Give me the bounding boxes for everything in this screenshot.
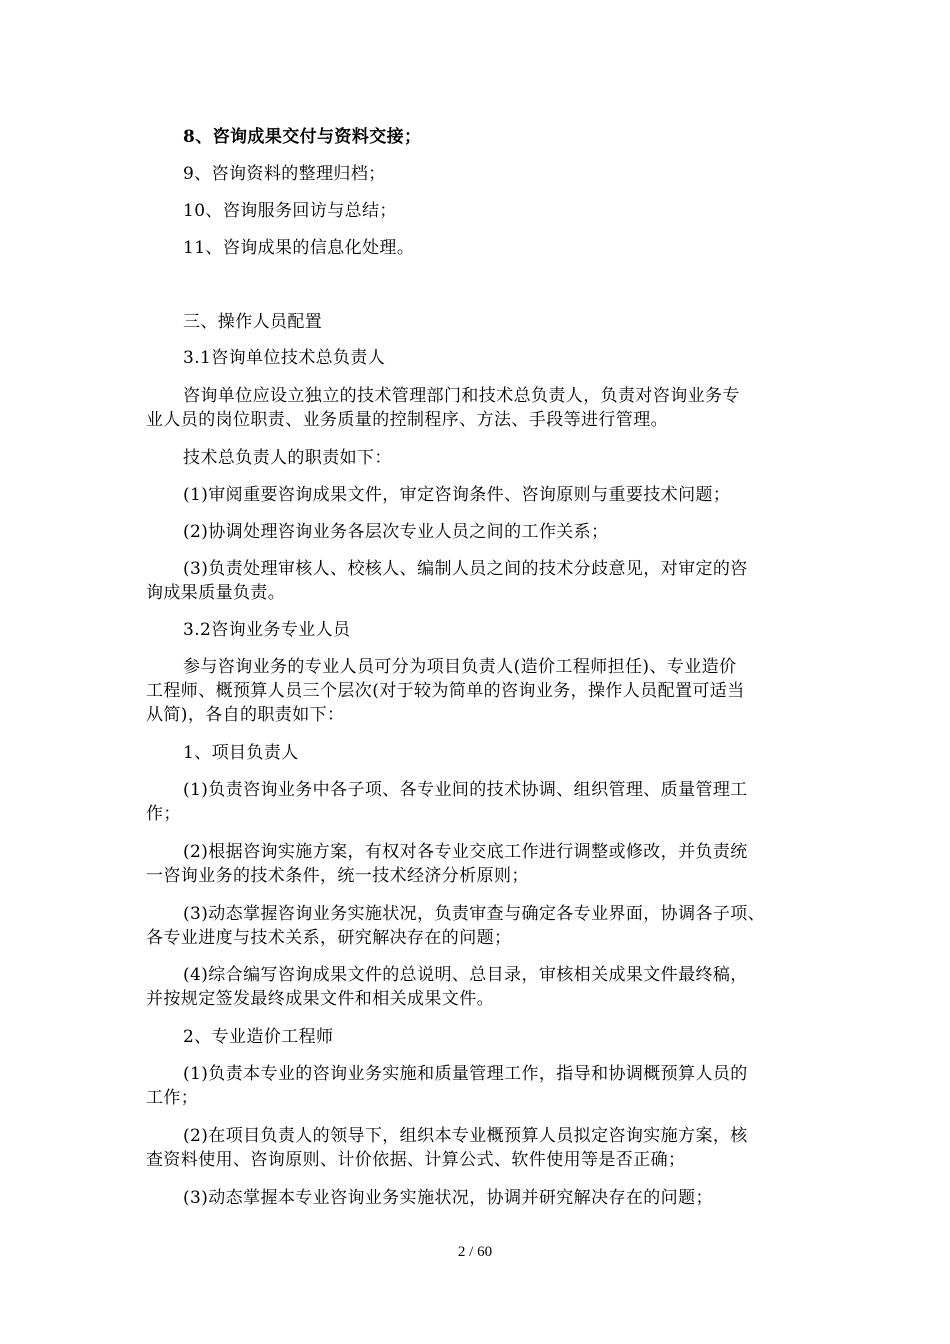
list-item-8: 8、咨询成果交付与资料交接； <box>183 127 422 147</box>
paragraph-line: 业人员的岗位职责、业务质量的控制程序、方法、手段等进行管理。 <box>146 410 668 430</box>
list-heading: 1、项目负责人 <box>183 743 299 763</box>
list-item: (3)动态掌握本专业咨询业务实施状况，协调并研究解决存在的问题； <box>183 1188 713 1208</box>
list-item-continuation: 并按规定签发最终成果文件和相关成果文件。 <box>146 989 494 1009</box>
list-item-continuation: 作； <box>146 804 181 824</box>
list-item-continuation: 查资料使用、咨询原则、计价依据、计算公式、软件使用等是否正确； <box>146 1150 686 1170</box>
list-heading: 2、专业造价工程师 <box>183 1027 334 1047</box>
list-item: (2)根据咨询实施方案，有权对各专业交底工作进行调整或修改，并负责统 <box>183 842 748 862</box>
list-item-10: 10、咨询服务回访与总结； <box>183 201 397 221</box>
list-item: (1)审阅重要咨询成果文件，审定咨询条件、咨询原则与重要技术问题； <box>183 485 731 505</box>
list-item: (2)在项目负责人的领导下，组织本专业概预算人员拟定咨询实施方案，核 <box>183 1126 748 1146</box>
list-item: (1)负责咨询业务中各子项、各专业间的技术协调、组织管理、质量管理工 <box>183 780 748 800</box>
paragraph-line: 咨询单位应设立独立的技术管理部门和技术总负责人，负责对咨询业务专 <box>183 386 740 406</box>
paragraph-line: 从简)，各自的职责如下： <box>146 705 345 725</box>
paragraph-line: 参与咨询业务的专业人员可分为项目负责人(造价工程师担任)、专业造价 <box>183 657 737 677</box>
list-item-continuation: 各专业进度与技术关系，研究解决存在的问题； <box>146 928 512 948</box>
list-item-continuation: 询成果质量负责。 <box>146 583 286 603</box>
list-item-11: 11、咨询成果的信息化处理。 <box>183 238 415 258</box>
list-item: (4)综合编写咨询成果文件的总说明、总目录，审核相关成果文件最终稿， <box>183 965 748 985</box>
subsection-heading: 3.1咨询单位技术总负责人 <box>183 348 386 368</box>
list-item: (3)动态掌握咨询业务实施状况，负责审查与确定各专业界面，协调各子项、 <box>183 904 766 924</box>
list-item: (1)负责本专业的咨询业务实施和质量管理工作，指导和协调概预算人员的 <box>183 1064 748 1084</box>
list-item-9: 9、咨询资料的整理归档； <box>183 164 386 184</box>
list-item-continuation: 工作； <box>146 1088 199 1108</box>
page-number: 2 / 60 <box>457 1244 493 1260</box>
paragraph-line: 工程师、概预算人员三个层次(对于较为简单的咨询业务，操作人员配置可适当 <box>146 681 745 701</box>
list-item: (3)负责处理审核人、校核人、编制人员之间的技术分歧意见，对审定的咨 <box>183 559 748 579</box>
paragraph-line: 技术总负责人的职责如下： <box>183 448 392 468</box>
section-heading: 三、操作人员配置 <box>183 312 323 332</box>
list-item: (2)协调处理咨询业务各层次专业人员之间的工作关系； <box>183 522 609 542</box>
subsection-heading: 3.2咨询业务专业人员 <box>183 620 351 640</box>
list-item-continuation: 一咨询业务的技术条件，统一技术经济分析原则； <box>146 866 529 886</box>
